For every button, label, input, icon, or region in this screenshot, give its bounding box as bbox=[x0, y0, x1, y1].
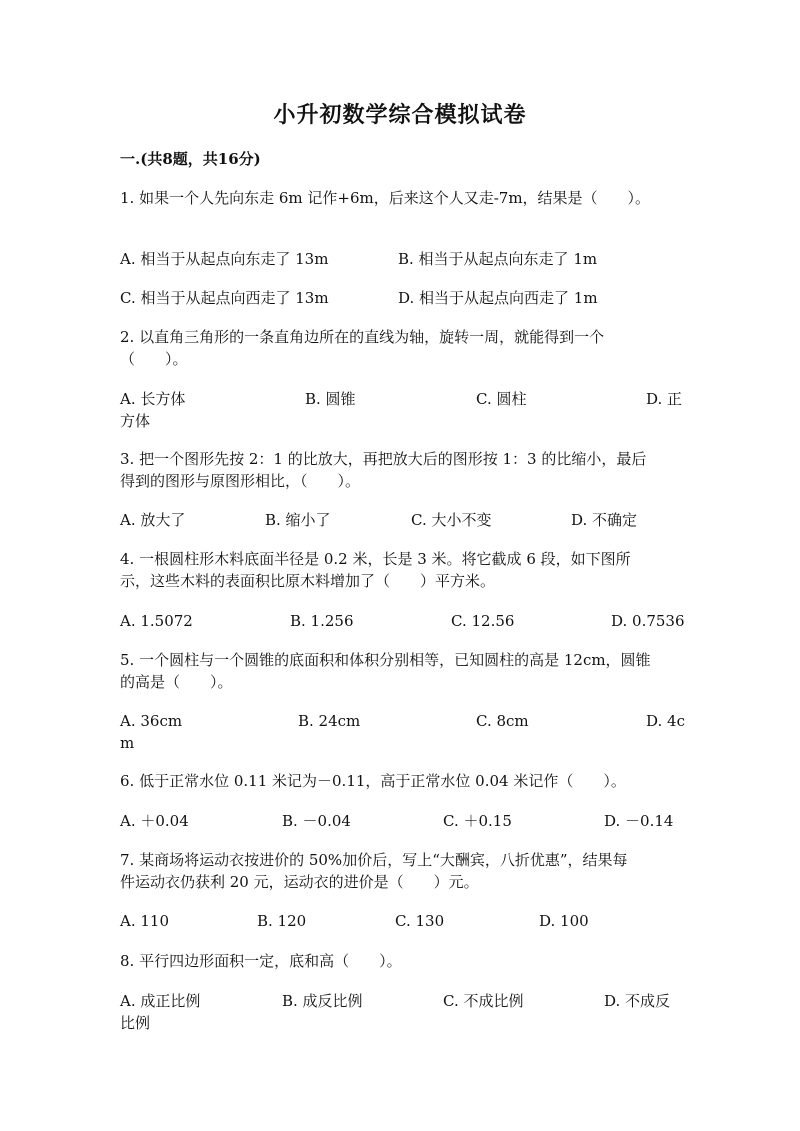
question-6-option-a[interactable]: A. ＋0.04 bbox=[120, 812, 189, 830]
question-5-option-d[interactable]: D. 4c bbox=[646, 712, 685, 730]
question-2-option-d-wrap: 方体 bbox=[120, 412, 151, 430]
question-6-stem: 6. 低于正常水位 0.11 米记为－0.11，高于正常水位 0.04 米记作（ ）。 bbox=[120, 772, 626, 790]
question-2-option-b[interactable]: B. 圆锥 bbox=[305, 390, 356, 408]
question-1-option-d[interactable]: D. 相当于从起点向西走了 1m bbox=[398, 289, 598, 307]
question-1-stem: 1. 如果一个人先向东走 6m 记作+6m，后来这个人又走-7m，结果是（ ）。 bbox=[120, 189, 651, 207]
question-5-option-d-wrap: m bbox=[120, 734, 135, 752]
question-5-option-c[interactable]: C. 8cm bbox=[476, 712, 529, 730]
question-3-option-b[interactable]: B. 缩小了 bbox=[265, 511, 331, 529]
question-5-stem-line2: 的高是（ ）。 bbox=[120, 673, 233, 691]
question-8-option-b[interactable]: B. 成反比例 bbox=[282, 992, 363, 1010]
question-3-stem-line2: 得到的图形与原图形相比，（ ）。 bbox=[120, 472, 361, 490]
question-1-option-b[interactable]: B. 相当于从起点向东走了 1m bbox=[398, 250, 598, 268]
question-4-stem-line1: 4. 一根圆柱形木料底面半径是 0.2 米，长是 3 米。将它截成 6 段，如下图所 bbox=[120, 550, 631, 568]
question-6-option-c[interactable]: C. ＋0.15 bbox=[443, 812, 512, 830]
question-8-option-d-wrap: 比例 bbox=[120, 1014, 151, 1032]
question-2-stem-line2: （ ）。 bbox=[120, 350, 188, 368]
question-6-option-b[interactable]: B. －0.04 bbox=[282, 812, 351, 830]
page-title: 小升初数学综合模拟试卷 bbox=[273, 102, 527, 128]
question-6-option-d[interactable]: D. －0.14 bbox=[604, 812, 674, 830]
question-2-stem-line1: 2. 以直角三角形的一条直角边所在的直线为轴，旋转一周，就能得到一个 bbox=[120, 328, 605, 346]
question-8-option-a[interactable]: A. 成正比例 bbox=[120, 992, 201, 1010]
question-3-option-d[interactable]: D. 不确定 bbox=[571, 511, 638, 529]
question-5-option-a[interactable]: A. 36cm bbox=[120, 712, 183, 730]
section-heading: 一.(共8题，共16分) bbox=[120, 150, 261, 168]
question-4-option-d[interactable]: D. 0.7536 bbox=[611, 612, 685, 630]
question-2-option-d[interactable]: D. 正 bbox=[646, 390, 683, 408]
question-1-option-a[interactable]: A. 相当于从起点向东走了 13m bbox=[120, 250, 329, 268]
question-5-stem-line1: 5. 一个圆柱与一个圆锥的底面积和体积分别相等，已知圆柱的高是 12cm，圆锥 bbox=[120, 651, 651, 669]
question-5-option-b[interactable]: B. 24cm bbox=[298, 712, 361, 730]
question-8-stem: 8. 平行四边形面积一定，底和高（ ）。 bbox=[120, 952, 402, 970]
question-2-option-a[interactable]: A. 长方体 bbox=[120, 390, 186, 408]
question-8-option-c[interactable]: C. 不成比例 bbox=[443, 992, 524, 1010]
question-8-option-d[interactable]: D. 不成反 bbox=[604, 992, 671, 1010]
question-7-option-d[interactable]: D. 100 bbox=[539, 912, 589, 930]
question-7-stem-line2: 件运动衣仍获利 20 元，运动衣的进价是（ ）元。 bbox=[120, 873, 479, 891]
question-4-option-b[interactable]: B. 1.256 bbox=[290, 612, 354, 630]
question-1-option-c[interactable]: C. 相当于从起点向西走了 13m bbox=[120, 289, 329, 307]
question-3-option-c[interactable]: C. 大小不变 bbox=[411, 511, 492, 529]
question-4-option-c[interactable]: C. 12.56 bbox=[451, 612, 515, 630]
question-2-option-c[interactable]: C. 圆柱 bbox=[476, 390, 527, 408]
question-7-option-b[interactable]: B. 120 bbox=[257, 912, 307, 930]
question-4-stem-line2: 示，这些木料的表面积比原木料增加了（ ）平方米。 bbox=[120, 572, 496, 590]
question-4-option-a[interactable]: A. 1.5072 bbox=[120, 612, 193, 630]
question-3-option-a[interactable]: A. 放大了 bbox=[120, 511, 186, 529]
question-7-option-a[interactable]: A. 110 bbox=[120, 912, 169, 930]
question-7-option-c[interactable]: C. 130 bbox=[395, 912, 445, 930]
question-3-stem-line1: 3. 把一个图形先按 2：1 的比放大，再把放大后的图形按 1：3 的比缩小，最后 bbox=[120, 450, 647, 468]
question-7-stem-line1: 7. 某商场将运动衣按进价的 50%加价后，写上“大酬宾，八折优惠”，结果每 bbox=[120, 851, 628, 869]
